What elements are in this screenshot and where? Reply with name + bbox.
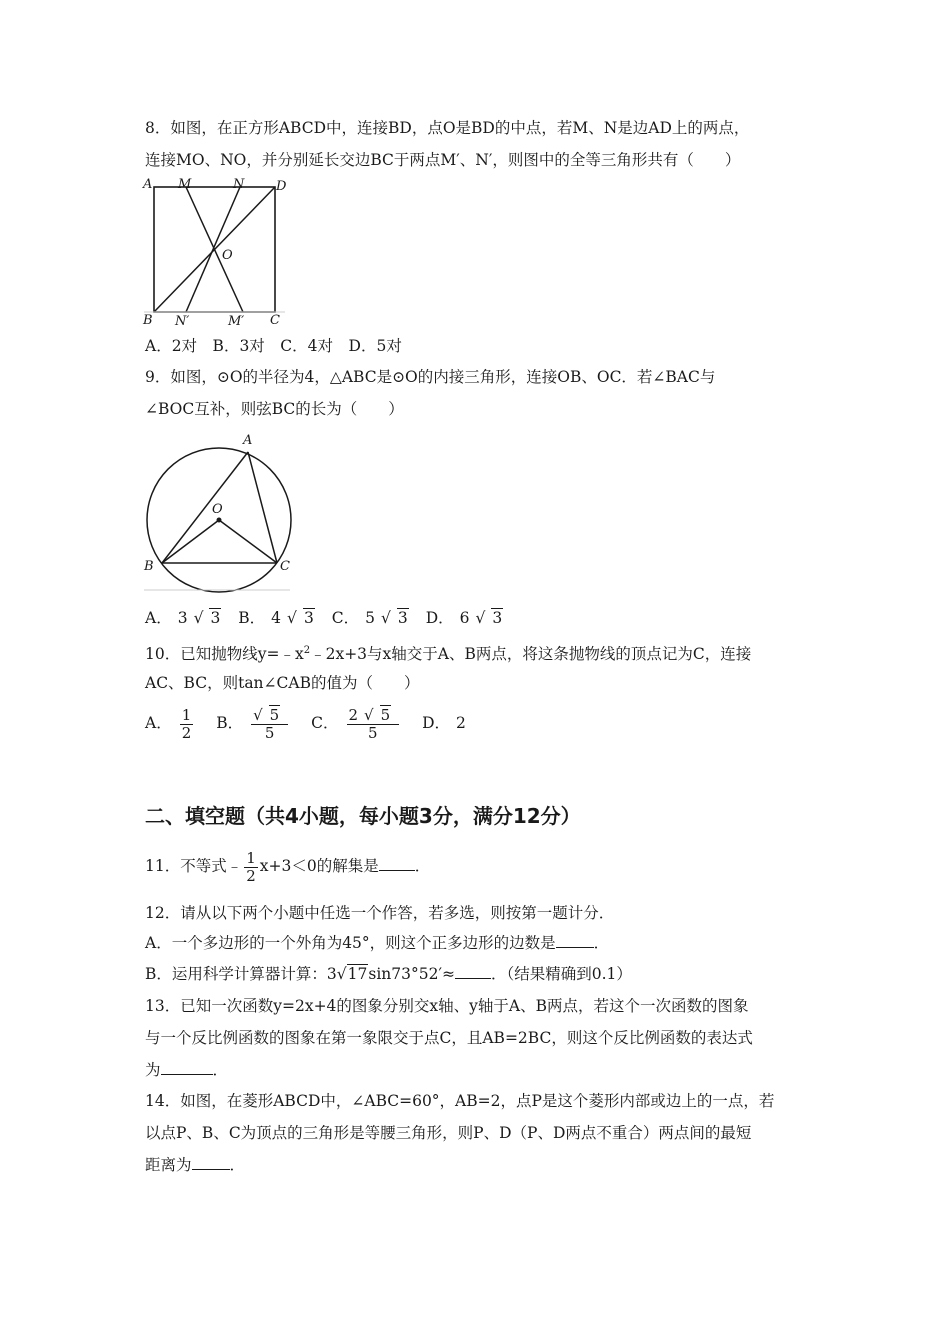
q12b-answer-blank[interactable] xyxy=(455,964,491,979)
q8-label-m-prime: M′ xyxy=(228,314,245,329)
section2-heading: 二、填空题（共4小题，每小题3分，满分12分） xyxy=(145,804,581,828)
q8-square-figure xyxy=(140,175,290,330)
q9-option-d: D． 6 √ 3 xyxy=(425,609,503,627)
q11-line: 11．不等式﹣ $\frac{1}{2}$ x+3＜0的解集是 ． xyxy=(145,848,431,885)
q9-options xyxy=(145,608,515,628)
q9-line1: 9．如图，⊙O的半径为4，△ABC是⊙O的内接三角形，连接OB、OC．若∠BAC与 xyxy=(145,368,716,386)
q10-line1: 10．已知抛物线$y=﹣x^2﹣2x+3$与x轴交于A、B两点，将这条抛物线的顶点记为C，连接 xyxy=(145,645,752,664)
q8-label-n: N xyxy=(233,177,245,192)
q13-answer-blank[interactable] xyxy=(161,1060,213,1075)
q10-options xyxy=(145,703,478,743)
q8-label-b: B xyxy=(143,313,153,328)
q8-line1: 8．如图，在正方形ABCD中，连接BD，点O是BD的中点，若M、N是边AD上的两点， xyxy=(145,119,750,137)
q8-line2: 连接MO、NO，并分别延长交边BC于两点M′、N′，则图中的全等三角形共有（ ） xyxy=(145,151,741,169)
q9-option-c: C． 5 √ 3 xyxy=(331,609,408,627)
q9-circle-figure xyxy=(140,430,300,595)
q11-answer-blank[interactable] xyxy=(379,856,415,871)
q8-label-o: O xyxy=(222,248,233,263)
q14-line1: 14．如图，在菱形ABCD中，∠ABC=60°，AB=2，点P是这个菱形内部或边上的一点，若 xyxy=(145,1092,775,1110)
q9-label-b: B xyxy=(144,559,154,574)
q8-label-d: D xyxy=(276,179,287,194)
q9-option-b: B． 4 √ 3 xyxy=(238,609,314,627)
q10-option-d: D． 2 xyxy=(422,714,466,732)
q14-line2: 以点P、B、C为顶点的三角形是等腰三角形，则P、D（P、D两点不重合）两点间的最短 xyxy=(145,1124,752,1142)
q9-label-a: A xyxy=(243,433,253,448)
q14-line3: 距离为 ． xyxy=(145,1156,246,1174)
q8-options: A．2对 B．3对 C．4对 D．5对 xyxy=(145,337,402,355)
q12-line-a: A．一个多边形的一个外角为45°，则这个正多边形的边数是 ． xyxy=(145,934,610,952)
q9-label-c: C xyxy=(280,559,290,574)
q12a-answer-blank[interactable] xyxy=(556,933,594,948)
q8-label-m: M xyxy=(178,177,192,192)
q9-option-a: A． 3 √ 3 xyxy=(145,609,221,627)
q10-option-a: A． $\frac{1}{2}$ xyxy=(145,705,192,742)
q13-line1: 13．已知一次函数y=2x+4的图象分别交x轴、y轴于A、B两点，若这个一次函数的图象 xyxy=(145,997,749,1015)
q8-label-a: A xyxy=(143,177,153,192)
q12-line-b: B．运用科学计算器计算：3√17sin73°52′≈ ．（结果精确到0.1） xyxy=(145,965,632,983)
q12-line1: 12．请从以下两个小题中任选一个作答，若多选，则按第一题计分． xyxy=(145,904,615,922)
q9-label-o: O xyxy=(212,502,223,517)
q14-answer-blank[interactable] xyxy=(192,1155,230,1170)
q8-label-c: C xyxy=(270,313,280,328)
q13-line3: 为 ． xyxy=(145,1061,229,1079)
q10-option-b: B． $\frac{√ 5}{5}$ xyxy=(216,714,300,732)
q9-line2: ∠BOC互补，则弦BC的长为（ ） xyxy=(145,400,404,418)
q13-line2: 与一个反比例函数的图象在第一象限交于点C，且AB=2BC，则这个反比例函数的表达式 xyxy=(145,1029,753,1047)
q10-line2: AC、BC，则tan∠CAB的值为（ ） xyxy=(145,674,420,692)
q8-label-n-prime: N′ xyxy=(175,314,190,329)
q10-option-c: C． $\frac{2 √ 5}{5}$ xyxy=(311,714,411,732)
